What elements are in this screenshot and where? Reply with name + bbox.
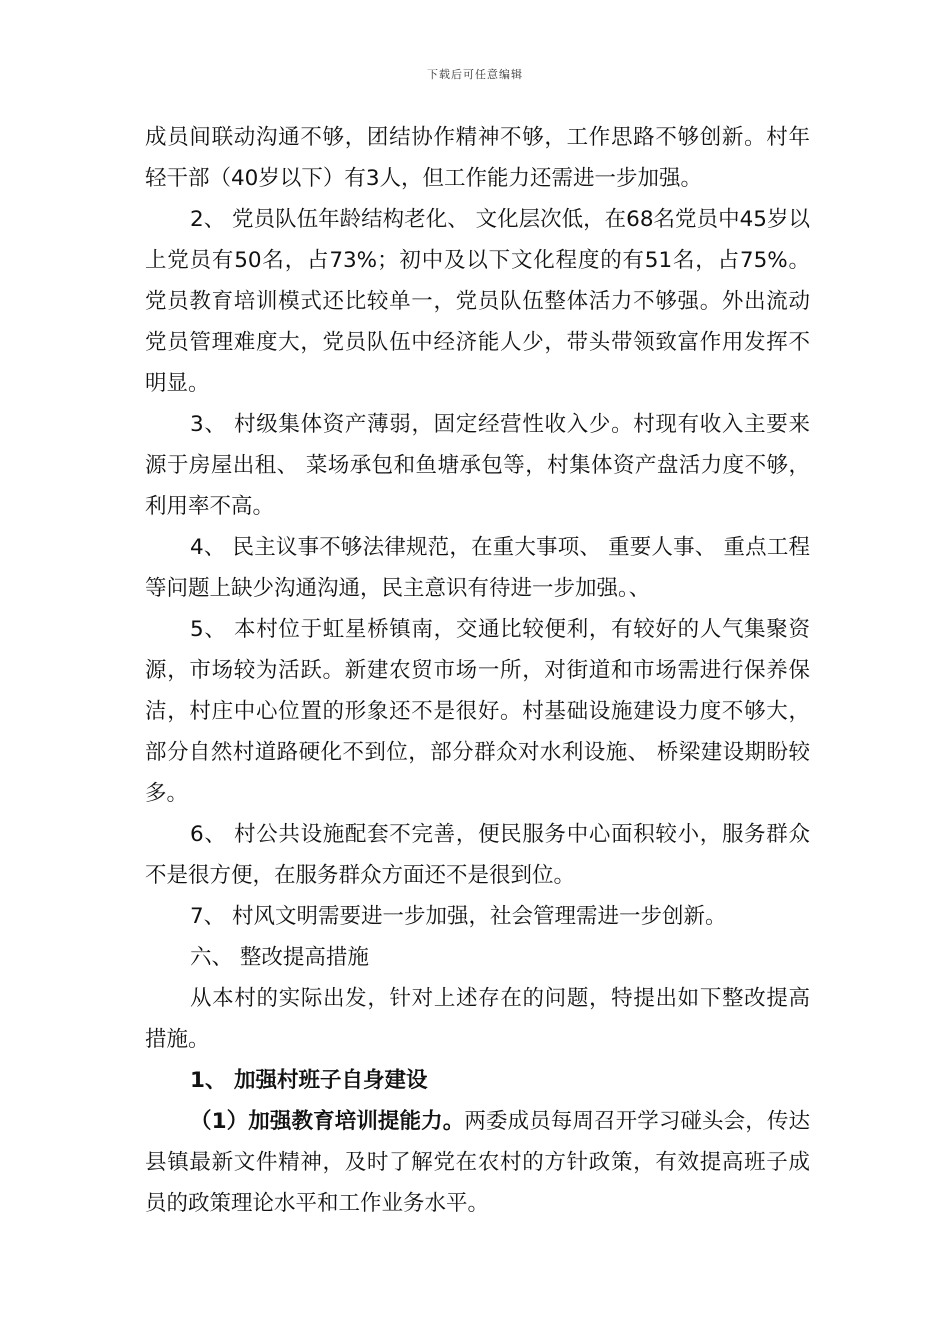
paragraph-continuation: 成员间联动沟通不够，团结协作精神不够，工作思路不够创新。村年轻干部（40岁以下）有3人，但工作能力还需进一步加强。 [145,125,810,191]
paragraph-item-7: 7、 村风文明需要进一步加强，社会管理需进一步创新。 [190,904,727,929]
header-note: 下载后可任意编辑 [427,68,523,81]
paragraph-item-5: 5、 本村位于虹星桥镇南，交通比较便利，有较好的人气集聚资源，市场较为活跃。新建农贸市场一所，对街道和市场需进行保养保洁，村庄中心位置的形象还不是很好。村基础设施建设力度不够大，部分自然村道路硬化不到位，部分群众对水利设施、 桥梁建设期盼较多。 [145,617,810,806]
paragraph-measure-1 [145,1101,810,1224]
paragraph-item-4: 4、 民主议事不够法律规范，在重大事项、 重要人事、 重点工程等问题上缺少沟通沟通，民主意识有待进一步加强。、 [145,535,810,601]
section-heading: 六、 整改提高措施 [190,945,369,970]
paragraph-item-2: 2、 党员队伍年龄结构老化、 文化层次低，在68名党员中45岁以上党员有50名，占73%；初中及以下文化程度的有51名，占75%。党员教育培训模式还比较单一，党员队伍整体活力不够强。外出流动党员管理难度大，党员队伍中经济能人少，带头带领致富作用发挥不明显。 [145,207,810,396]
paragraph-intro: 从本村的实际出发，针对上述存在的问题，特提出如下整改提高措施。 [145,986,810,1052]
measure-text: 两委成员每周召开学习碰头会，传达县镇最新文件精神，及时了解党在农村的方针政策，有效提高班子成员的政策理论水平和工作业务水平。 [145,1109,810,1216]
measure-heading: （1）加强教育培训提能力。 [190,1109,465,1134]
document-body [145,117,810,1224]
subsection-heading: 1、 加强村班子自身建设 [190,1068,428,1093]
paragraph-item-3: 3、 村级集体资产薄弱，固定经营性收入少。村现有收入主要来源于房屋出租、 菜场承包和鱼塘承包等，村集体资产盘活力度不够，利用率不高。 [145,412,810,519]
paragraph-item-6: 6、 村公共设施配套不完善，便民服务中心面积较小，服务群众不是很方便，在服务群众方面还不是很到位。 [145,822,810,888]
